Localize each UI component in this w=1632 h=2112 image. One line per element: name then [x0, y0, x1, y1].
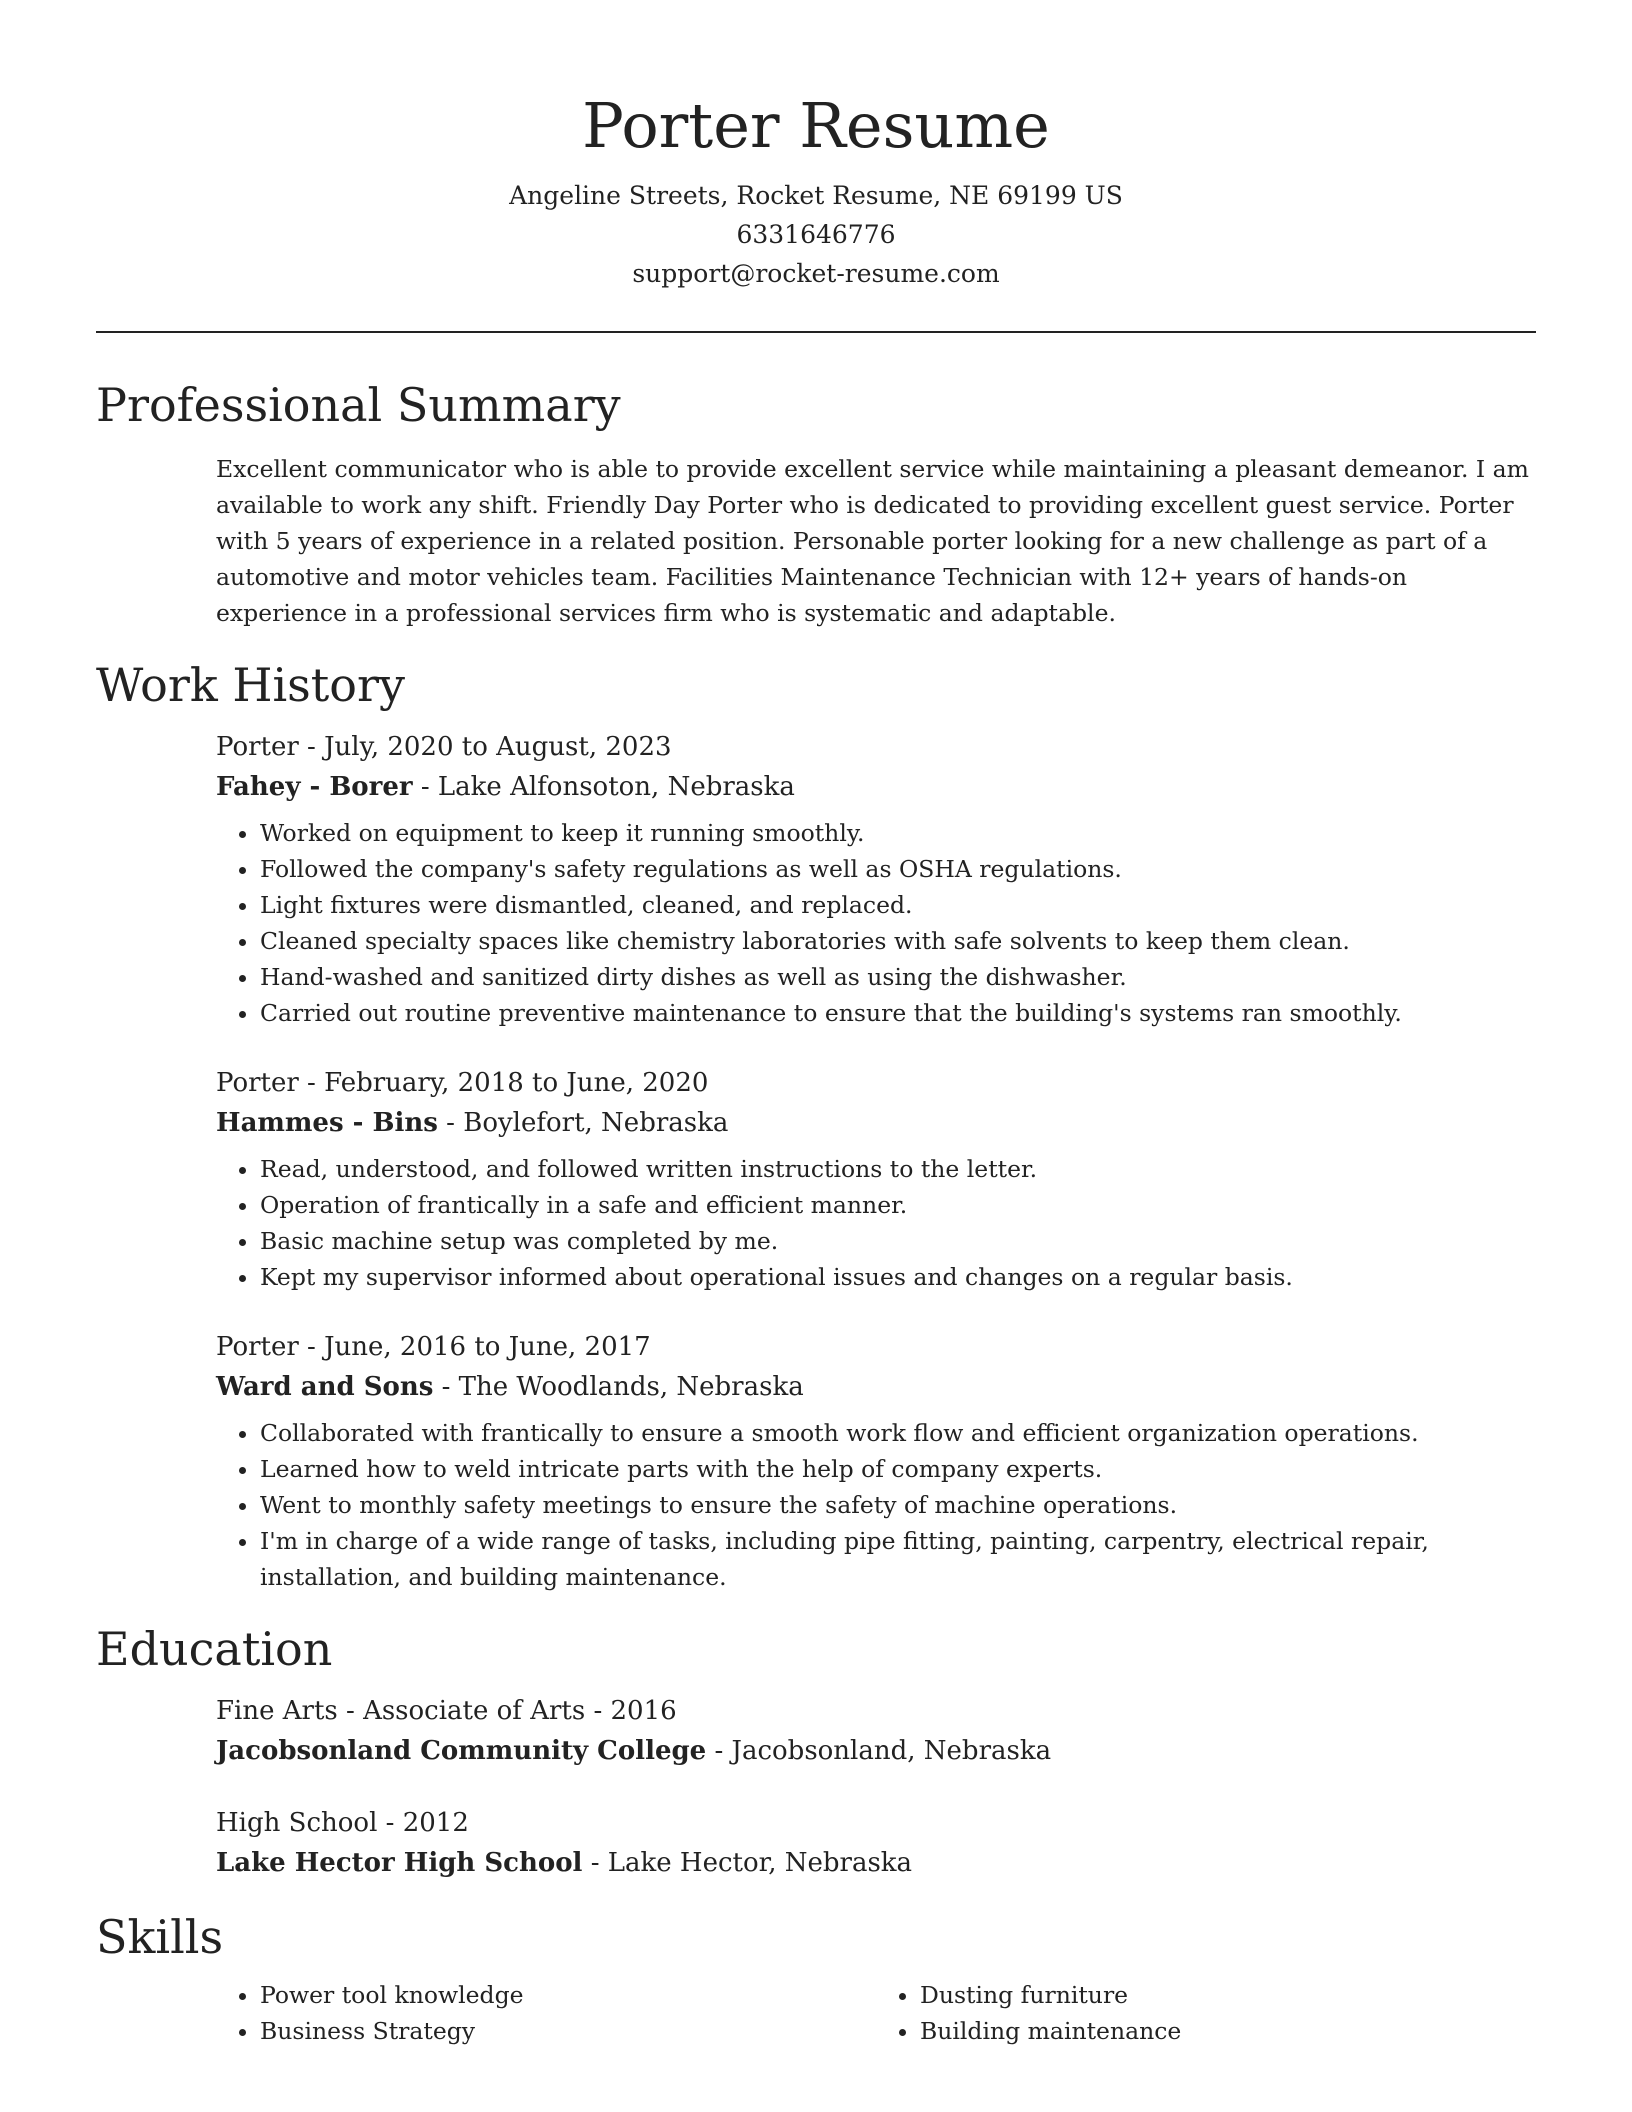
job-duties — [216, 1151, 1536, 1295]
job-location: - Boylefort, Nebraska — [437, 1108, 729, 1138]
summary-heading: Professional Summary — [96, 378, 621, 432]
job-duty: • Learned how to weld intricate parts with the help of company experts. — [260, 1451, 1536, 1487]
education-entry — [96, 1803, 1536, 1883]
job-employer — [216, 767, 1536, 807]
skills-right-column — [876, 1977, 1536, 2049]
resume-header — [96, 0, 1536, 293]
job-entry — [96, 727, 1536, 1031]
skill-item: • Building maintenance — [920, 2013, 1536, 2049]
job-title: Porter - June, 2016 to June, 2017 — [216, 1332, 651, 1362]
job-duty: • Went to monthly safety meetings to ensure the safety of machine operations. — [260, 1487, 1536, 1523]
education-school-line — [216, 1843, 1536, 1883]
job-company: Hammes - Bins — [216, 1108, 438, 1138]
education-location: - Jacobsonland, Nebraska — [706, 1736, 1052, 1766]
education-degree: High School - 2012 — [216, 1808, 469, 1838]
education-location: - Lake Hector, Nebraska — [582, 1848, 913, 1878]
job-duty: • Collaborated with frantically to ensure a smooth work flow and efficient organization operations. — [260, 1415, 1536, 1451]
contact-address: Angeline Streets, Rocket Resume, NE 69199 US — [509, 181, 1123, 210]
skills-columns — [96, 1969, 1536, 2049]
summary-section — [96, 373, 1536, 631]
job-entry — [96, 1327, 1536, 1595]
job-duty: • Hand-washed and sanitized dirty dishes as well as using the dishwasher. — [260, 959, 1536, 995]
skills-left-column — [216, 1977, 876, 2049]
education-section — [96, 1617, 1536, 1883]
job-duties — [216, 1415, 1536, 1595]
job-duty: • Carried out routine preventive maintenance to ensure that the building's systems ran smoothly. — [260, 995, 1536, 1031]
contact-email: support@rocket-resume.com — [632, 259, 1000, 288]
skills-section — [96, 1905, 1536, 2049]
job-duty: • Basic machine setup was completed by me. — [260, 1223, 1536, 1259]
education-heading: Education — [96, 1622, 333, 1676]
job-title: Porter - July, 2020 to August, 2023 — [216, 732, 672, 762]
job-employer — [216, 1103, 1536, 1143]
summary-text: Excellent communicator who is able to provide excellent service while maintaining a pleasant demeanor. I am available to work any shift. Friendly Day Porter who is dedicated to providing excellent guest service. Porter with 5 years of experience in a related position. Personable porter looking for a new challenge as part of a automotive and motor vehicles team. Facilities Maintenance Technician with 12+ years of hands-on experience in a professional services firm who is systematic and adaptable. — [216, 455, 1529, 627]
job-title: Porter - February, 2018 to June, 2020 — [216, 1068, 709, 1098]
job-duty: • Cleaned specialty spaces like chemistry laboratories with safe solvents to keep them clean. — [260, 923, 1536, 959]
work-history-heading: Work History — [96, 658, 405, 712]
work-history-section — [96, 653, 1536, 1595]
education-degree: Fine Arts - Associate of Arts - 2016 — [216, 1696, 677, 1726]
job-employer — [216, 1367, 1536, 1407]
skill-item: • Power tool knowledge — [260, 1977, 876, 2013]
education-entry — [96, 1691, 1536, 1771]
job-duty: • Kept my supervisor informed about operational issues and changes on a regular basis. — [260, 1259, 1536, 1295]
job-duties — [216, 815, 1536, 1031]
contact-phone: 6331646776 — [736, 220, 896, 249]
job-duty: • Followed the company's safety regulations as well as OSHA regulations. — [260, 851, 1536, 887]
job-entry — [96, 1063, 1536, 1295]
skills-heading: Skills — [96, 1910, 224, 1964]
education-school: Lake Hector High School — [216, 1848, 583, 1878]
education-school: Jacobsonland Community College — [216, 1736, 707, 1766]
job-location: - Lake Alfonsoton, Nebraska — [412, 772, 795, 802]
contact-info — [96, 176, 1536, 293]
job-location: - The Woodlands, Nebraska — [433, 1372, 804, 1402]
education-school-line — [216, 1731, 1536, 1771]
job-company: Fahey - Borer — [216, 772, 413, 802]
job-duty: • Light fixtures were dismantled, cleaned, and replaced. — [260, 887, 1536, 923]
header-divider — [96, 331, 1536, 333]
resume-title: Porter Resume — [582, 89, 1050, 162]
job-company: Ward and Sons — [216, 1372, 434, 1402]
skill-item: • Business Strategy — [260, 2013, 876, 2049]
skill-item: • Dusting furniture — [920, 1977, 1536, 2013]
job-duty: • Read, understood, and followed written instructions to the letter. — [260, 1151, 1536, 1187]
job-duty: • Worked on equipment to keep it running smoothly. — [260, 815, 1536, 851]
job-duty: • I'm in charge of a wide range of tasks, including pipe fitting, painting, carpentry, electrical repair, installation, and building maintenance. — [260, 1523, 1536, 1595]
job-duty: • Operation of frantically in a safe and efficient manner. — [260, 1187, 1536, 1223]
